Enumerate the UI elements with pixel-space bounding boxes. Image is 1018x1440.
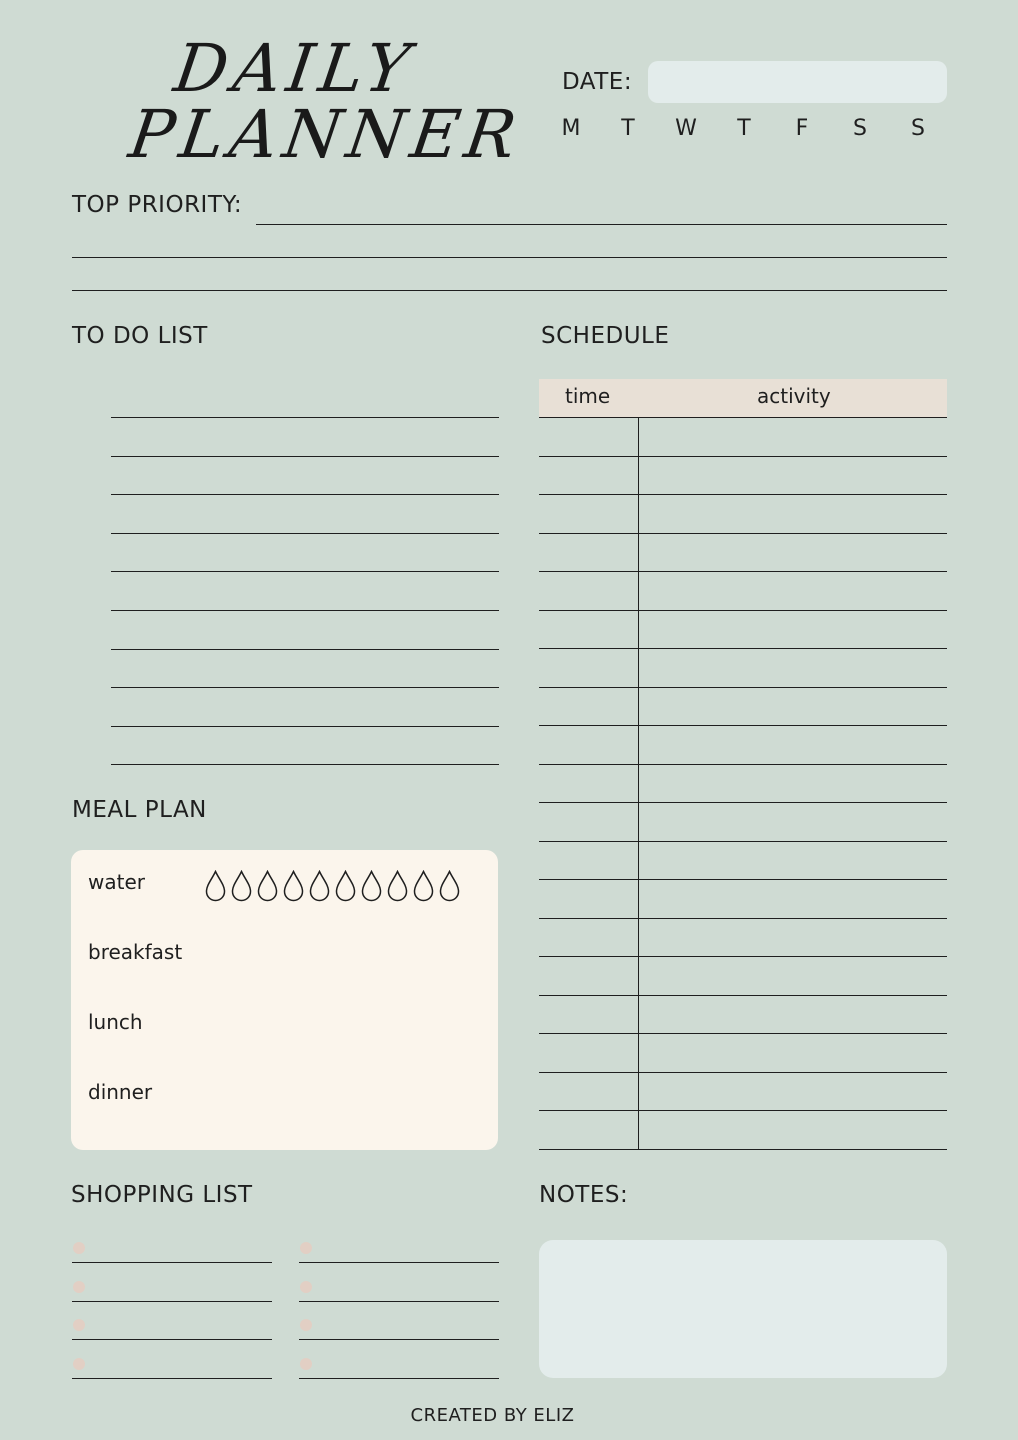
shopping-bullet-dot[interactable]	[73, 1281, 85, 1293]
todo-line[interactable]	[111, 494, 499, 495]
shopping-item-line[interactable]	[299, 1262, 499, 1263]
schedule-row-line[interactable]	[539, 802, 947, 803]
dinner-label: dinner	[88, 1080, 153, 1104]
schedule-row-line[interactable]	[539, 879, 947, 880]
shopping-item-line[interactable]	[72, 1339, 272, 1340]
schedule-row-line[interactable]	[539, 533, 947, 534]
footer-credit: CREATED BY ELIZ	[410, 1405, 575, 1426]
todo-line[interactable]	[111, 533, 499, 534]
shopping-bullet-dot[interactable]	[73, 1319, 85, 1331]
schedule-row-line[interactable]	[539, 995, 947, 996]
title-line-planner: PLANNER	[124, 96, 527, 173]
water-drop-icon[interactable]	[283, 870, 304, 902]
top-priority-label: TOP PRIORITY:	[72, 192, 243, 218]
schedule-activity-header: activity	[757, 384, 831, 408]
shopping-bullet-dot[interactable]	[73, 1358, 85, 1370]
meal-plan-card	[71, 850, 498, 1150]
day-saturday[interactable]: S	[853, 116, 867, 141]
lunch-label: lunch	[88, 1010, 143, 1034]
schedule-column-divider	[638, 417, 639, 1149]
schedule-row-line[interactable]	[539, 1110, 947, 1111]
shopping-bullet-dot[interactable]	[300, 1358, 312, 1370]
day-tuesday[interactable]: T	[621, 116, 635, 141]
day-friday[interactable]: F	[795, 116, 809, 141]
water-label: water	[88, 870, 145, 894]
water-drop-icon[interactable]	[231, 870, 252, 902]
schedule-row-line[interactable]	[539, 571, 947, 572]
schedule-row-line[interactable]	[539, 1033, 947, 1034]
todo-line[interactable]	[111, 649, 499, 650]
top-priority-line-2[interactable]	[72, 257, 947, 258]
water-drop-icon[interactable]	[205, 870, 226, 902]
day-monday[interactable]: M	[561, 116, 581, 141]
water-drop-icon[interactable]	[335, 870, 356, 902]
top-priority-line-3[interactable]	[72, 290, 947, 291]
schedule-row-line[interactable]	[539, 841, 947, 842]
water-drop-icon[interactable]	[439, 870, 460, 902]
water-tracker	[205, 870, 460, 902]
todo-line[interactable]	[111, 764, 499, 765]
todo-line[interactable]	[111, 417, 499, 418]
breakfast-label: breakfast	[88, 940, 183, 964]
schedule-row-line[interactable]	[539, 456, 947, 457]
schedule-row-line[interactable]	[539, 725, 947, 726]
shopping-bullet-dot[interactable]	[73, 1242, 85, 1254]
water-drop-icon[interactable]	[257, 870, 278, 902]
schedule-row-line[interactable]	[539, 764, 947, 765]
shopping-bullet-dot[interactable]	[300, 1319, 312, 1331]
schedule-row-line[interactable]	[539, 417, 947, 418]
todo-line[interactable]	[111, 687, 499, 688]
schedule-time-header: time	[565, 384, 611, 408]
notes-field[interactable]	[539, 1240, 947, 1378]
todo-line[interactable]	[111, 610, 499, 611]
meal-plan-heading: MEAL PLAN	[72, 797, 207, 823]
planner-title	[124, 30, 527, 180]
shopping-item-line[interactable]	[72, 1262, 272, 1263]
schedule-row-line[interactable]	[539, 687, 947, 688]
shopping-bullet-dot[interactable]	[300, 1281, 312, 1293]
todo-line[interactable]	[111, 726, 499, 727]
date-field[interactable]	[648, 61, 947, 103]
todo-line[interactable]	[111, 456, 499, 457]
day-thursday[interactable]: T	[737, 116, 751, 141]
top-priority-line-1[interactable]	[256, 224, 947, 225]
schedule-row-line[interactable]	[539, 610, 947, 611]
schedule-row-line[interactable]	[539, 648, 947, 649]
schedule-row-line[interactable]	[539, 956, 947, 957]
schedule-row-line[interactable]	[539, 494, 947, 495]
todo-list-heading: TO DO LIST	[72, 323, 208, 349]
date-label: DATE:	[562, 69, 633, 95]
water-drop-icon[interactable]	[413, 870, 434, 902]
schedule-heading: SCHEDULE	[541, 323, 670, 349]
shopping-list-heading: SHOPPING LIST	[71, 1182, 253, 1208]
todo-line[interactable]	[111, 571, 499, 572]
notes-heading: NOTES:	[539, 1182, 629, 1208]
shopping-bullet-dot[interactable]	[300, 1242, 312, 1254]
water-drop-icon[interactable]	[387, 870, 408, 902]
shopping-item-line[interactable]	[299, 1378, 499, 1379]
shopping-item-line[interactable]	[72, 1378, 272, 1379]
schedule-row-line[interactable]	[539, 1149, 947, 1150]
shopping-item-line[interactable]	[299, 1301, 499, 1302]
schedule-row-line[interactable]	[539, 1072, 947, 1073]
shopping-item-line[interactable]	[72, 1301, 272, 1302]
shopping-item-line[interactable]	[299, 1339, 499, 1340]
water-drop-icon[interactable]	[361, 870, 382, 902]
day-sunday[interactable]: S	[911, 116, 925, 141]
water-drop-icon[interactable]	[309, 870, 330, 902]
title-line-daily: DAILY	[169, 30, 421, 107]
day-wednesday[interactable]: W	[675, 116, 697, 141]
schedule-row-line[interactable]	[539, 918, 947, 919]
